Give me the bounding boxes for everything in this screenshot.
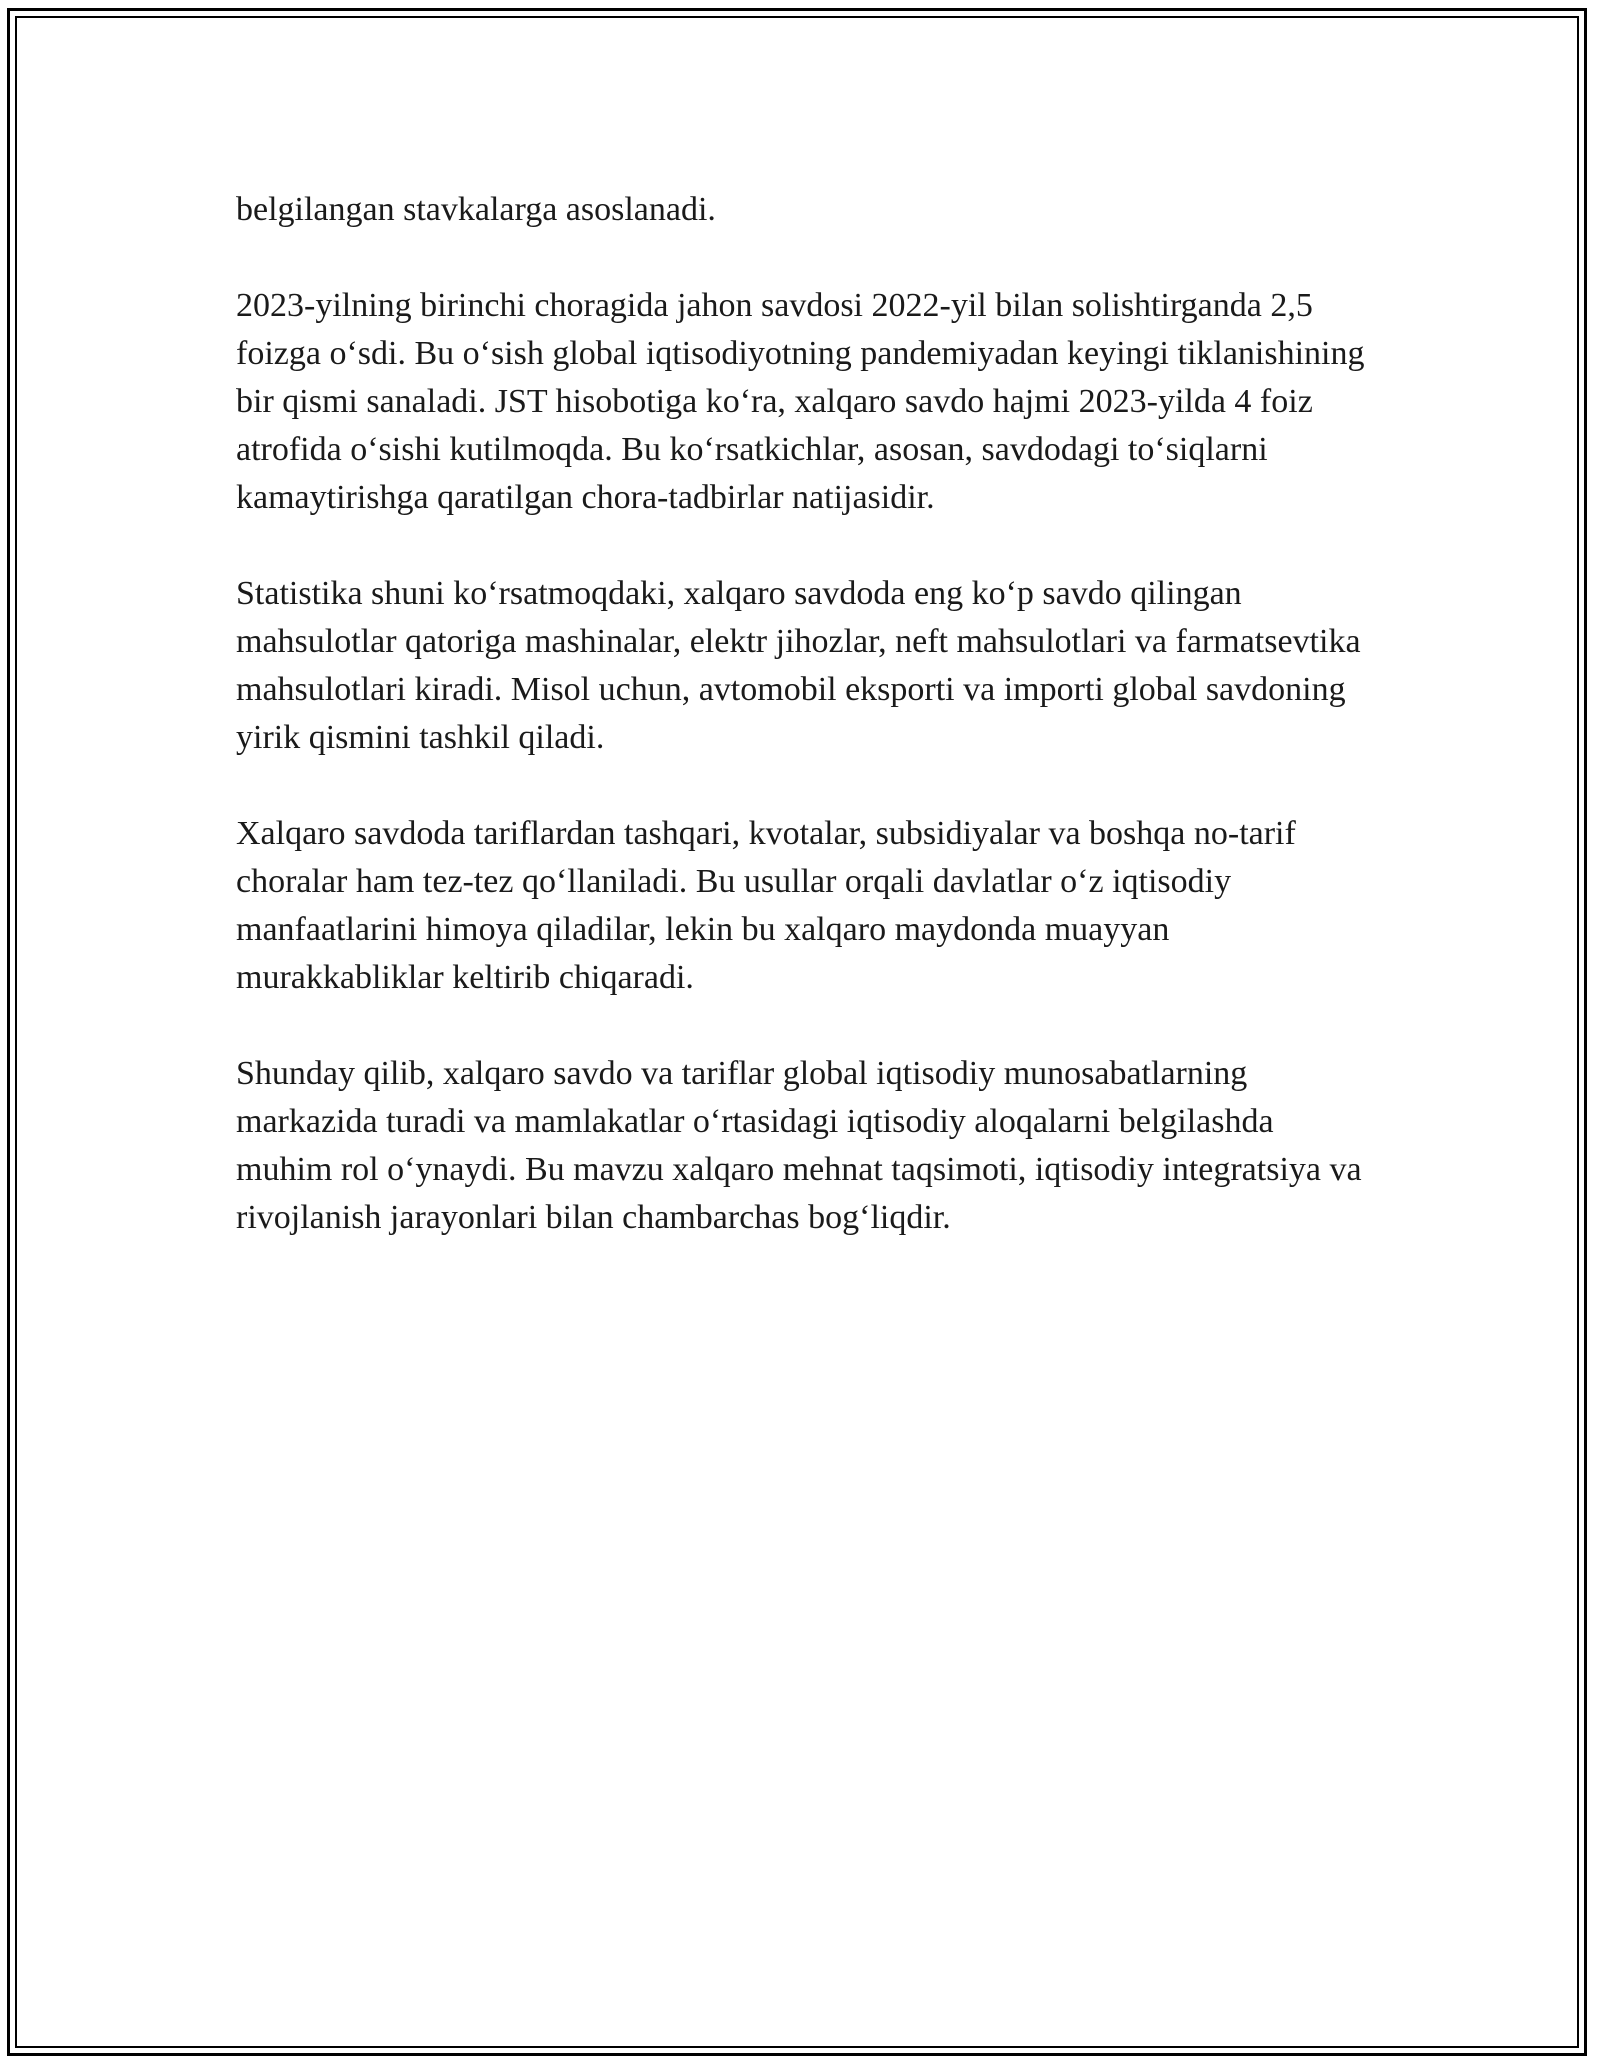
paragraph: Xalqaro savdoda tariflardan tashqari, kvotalar, subsidiyalar va boshqa no-tarif choralar ham tez-tez qo‘llaniladi. Bu usullar orqali davlatlar o‘z iqtisodiy manfaatlarini himoya qiladilar, lekin bu xalqaro maydonda muayyan murakkabliklar keltirib chiqaradi. <box>236 815 1296 996</box>
paragraph: 2023-yilning birinchi choragida jahon savdosi 2022-yil bilan solishtirganda 2,5 foizga o‘sdi. Bu o‘sish global iqtisodiyotning pandemiyadan keyingi tiklanishining bir qismi sanaladi. JST hisobotiga ko‘ra, xalqaro savdo hajmi 2023-yilda 4 foiz atrofida o‘sishi kutilmoqda. Bu ko‘rsatkichlar, asosan, savdodagi to‘siqlarni kamaytirishga qaratilgan chora-tadbirlar natijasidir. <box>236 287 1365 516</box>
paragraph: belgilangan stavkalarga asoslanadi. <box>236 191 716 228</box>
paragraph: Shunday qilib, xalqaro savdo va tariflar global iqtisodiy munosabatlarning markazida turadi va mamlakatlar o‘rtasidagi iqtisodiy aloqalarni belgilashda muhim rol o‘ynaydi. Bu mavzu xalqaro mehnat taqsimoti, iqtisodiy integratsiya va rivojlanish jarayonlari bilan chambarchas bog‘liqdir. <box>236 1055 1362 1236</box>
paragraph: Statistika shuni ko‘rsatmoqdaki, xalqaro savdoda eng ko‘p savdo qilingan mahsulotlar qatoriga mashinalar, elektr jihozlar, neft mahsulotlari va farmatsevtika mahsulotlari kiradi. Misol uchun, avtomobil eksporti va importi global savdoning yirik qismini tashkil qiladi. <box>236 575 1361 756</box>
document-body <box>236 186 1366 1290</box>
